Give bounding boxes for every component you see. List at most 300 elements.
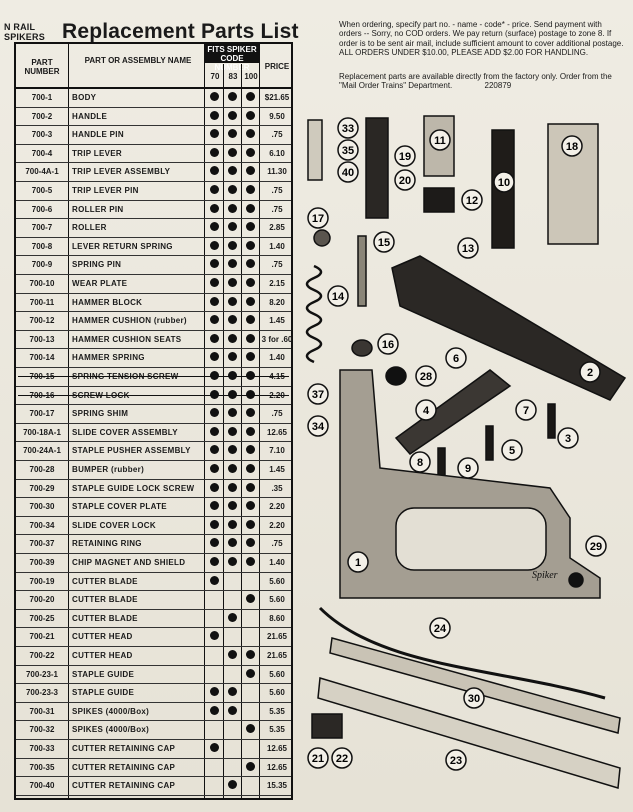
fits-code-dot: [246, 520, 255, 529]
part-name-cell: TRIP LEVER: [72, 148, 122, 158]
price-cell: $21.65: [264, 93, 290, 102]
fits-code-dot: [228, 111, 237, 120]
price-cell: 11.30: [267, 167, 287, 177]
part-name-cell: SPRING TENSION SCREW: [72, 372, 179, 381]
table-row: [16, 441, 291, 461]
fits-code-dot: [246, 278, 255, 287]
ordering-instructions: When ordering, specify part no. - name - code* - price. Send payment with orders -- Sorry, no COD orders. We pay return (surface) postage to zone 8. If order is to be sent air mail, include sufficient amount to cover additional postage. ALL ORDERS UNDER $10.00, PLEASE ADD $2.00 FOR HANDLING.: [339, 20, 624, 57]
cutter-retaining-cap-part: [312, 714, 342, 738]
lock-screw-part: [569, 573, 583, 587]
part-name-cell: TRIP LEVER PIN: [72, 186, 139, 195]
table-row: [16, 218, 291, 238]
spring-shim-part: [314, 230, 330, 246]
fits-code-dot: [228, 297, 237, 306]
col-header-part-number: PART NUMBER: [24, 58, 60, 76]
fits-code-dot: [210, 204, 219, 213]
part-number-cell: 700-16: [29, 390, 55, 400]
part-name-cell: CUTTER RETAINING CAP: [72, 781, 176, 791]
fits-code-dot: [210, 278, 219, 287]
fits-code-dot: [210, 259, 219, 268]
callout-number: 34: [311, 421, 325, 433]
price-cell: 5.60: [269, 576, 285, 586]
fits-code-dot: [228, 315, 237, 324]
fits-code-dot: [246, 501, 255, 510]
fits-code-dot: [210, 538, 219, 547]
callout-number: 4: [422, 405, 430, 417]
part-number-cell: 700-29: [29, 483, 55, 493]
part-number-cell: 700-22: [29, 651, 55, 660]
callout-number: 28: [419, 371, 433, 383]
table-row: [16, 720, 291, 740]
fits-code-dot: [210, 241, 219, 250]
callout-number: 23: [449, 755, 463, 767]
part-number-cell: 700-5: [31, 186, 53, 195]
part-number-cell: 700-20: [29, 595, 55, 605]
callout-number: 14: [331, 291, 345, 303]
callout-number: 20: [398, 175, 412, 187]
fits-code-dot: [228, 464, 237, 473]
part-name-cell: BUMPER (rubber): [72, 465, 145, 474]
col-header-code-100: 100: [244, 72, 258, 81]
hammer-block-part: [424, 188, 454, 212]
fits-code-dot: [228, 278, 237, 287]
callout-number: 10: [497, 177, 511, 189]
fits-code-dot: [246, 166, 255, 175]
table-row: [16, 293, 291, 313]
part-number-cell: 700-12: [29, 316, 55, 326]
part-name-cell: STAPLE GUIDE: [72, 688, 135, 698]
fits-code-dot: [210, 445, 219, 454]
callout-number: 16: [381, 339, 395, 351]
fits-code-dot: [210, 297, 219, 306]
price-cell: 9.50: [269, 111, 285, 121]
table-row: [16, 367, 291, 387]
fits-code-dot: [228, 445, 237, 454]
pin-part: [486, 426, 493, 460]
fits-code-dot: [246, 297, 255, 306]
part-number-cell: 700-25: [29, 613, 55, 623]
col-header-fits: FITS SPIKER CODE NUMBER: [204, 43, 260, 63]
fits-code-dot: [246, 538, 255, 547]
table-row: [16, 311, 291, 331]
table-row: [16, 739, 291, 759]
part-name-cell: TRIP LEVER ASSEMBLY: [72, 167, 171, 177]
fits-code-dot: [228, 166, 237, 175]
fits-code-dot: [210, 520, 219, 529]
price-cell: 2.15: [269, 279, 285, 288]
fits-code-dot: [210, 706, 219, 715]
table-row: [16, 758, 291, 778]
fits-code-dot: [210, 129, 219, 138]
fits-code-dot: [210, 501, 219, 510]
part-name-cell: ROLLER: [72, 223, 107, 233]
fits-code-dot: [210, 427, 219, 436]
fits-code-dot: [228, 259, 237, 268]
fits-code-dot: [246, 483, 255, 492]
table-row: [16, 497, 291, 517]
table-header: [16, 44, 291, 89]
part-number-cell: 700-39: [29, 558, 55, 567]
fits-code-dot: [210, 166, 219, 175]
fits-code-dot: [210, 464, 219, 473]
part-name-cell: HANDLE PIN: [72, 130, 124, 140]
table-row: [16, 609, 291, 629]
table-row: [16, 553, 291, 573]
fits-code-dot: [246, 650, 255, 659]
part-number-cell: 700-33: [29, 744, 55, 753]
price-cell: 12.65: [266, 762, 288, 772]
part-name-cell: LEVER RETURN SPRING: [72, 241, 173, 251]
callout-number: 6: [452, 353, 460, 365]
fits-code-dot: [246, 557, 255, 566]
fits-code-dot: [228, 92, 237, 101]
body-handle-opening: [396, 508, 546, 570]
fits-code-dot: [210, 483, 219, 492]
col-header-part-name: PART OR ASSEMBLY NAME: [84, 56, 192, 65]
fits-code-dot: [246, 241, 255, 250]
price-cell: 12.65: [266, 427, 288, 437]
staple-cover-plate-part: [330, 638, 620, 733]
price-cell: .75: [271, 130, 283, 140]
fits-code-dot: [210, 743, 219, 752]
part-number-cell: 700-28: [29, 465, 55, 474]
fits-code-dot: [228, 501, 237, 510]
table-row: [16, 200, 291, 220]
price-cell: .75: [271, 409, 283, 419]
table-row: [16, 162, 291, 182]
price-cell: 6.10: [269, 148, 285, 158]
table-row: [16, 776, 291, 796]
table-row: [16, 479, 291, 499]
tension-screw-part: [358, 236, 366, 306]
part-number-cell: 700-10: [29, 279, 55, 288]
part-number-cell: 700-2: [31, 111, 53, 121]
fits-code-dot: [228, 780, 237, 789]
part-name-cell: HAMMER BLOCK: [72, 297, 143, 307]
part-number-cell: 700-14: [29, 353, 55, 363]
table-row: [16, 88, 291, 108]
price-cell: 5.60: [269, 595, 285, 605]
part-name-cell: STAPLE PUSHER ASSEMBLY: [72, 446, 191, 456]
callout-number: 12: [465, 195, 479, 207]
col-header-code-70: 70: [210, 72, 220, 81]
cutter-blade-part: [308, 120, 322, 180]
fits-code-dot: [246, 427, 255, 436]
table-row: [16, 274, 291, 294]
part-name-cell: CUTTER HEAD: [72, 651, 133, 660]
fits-code-dot: [246, 259, 255, 268]
part-number-cell: 700-9: [31, 260, 53, 270]
fits-code-dot: [228, 222, 237, 231]
pin-part: [548, 404, 555, 438]
fits-code-dot: [210, 408, 219, 417]
fits-code-dot: [246, 92, 255, 101]
price-cell: 21.65: [266, 632, 288, 642]
table-row: [16, 534, 291, 554]
fits-code-dot: [246, 148, 255, 157]
part-number-cell: 700-23-1: [25, 669, 59, 679]
table-row: [16, 572, 291, 592]
part-name-cell: SLIDE COVER LOCK: [72, 520, 156, 530]
part-name-cell: ROLLER PIN: [72, 204, 124, 214]
fits-code-dot: [210, 557, 219, 566]
part-name-cell: HAMMER CUSHION (rubber): [72, 316, 187, 326]
fits-code-dot: [210, 576, 219, 585]
part-name-cell: HANDLE: [72, 111, 108, 121]
callout-number: 2: [586, 367, 594, 379]
part-name-cell: STAPLE GUIDE LOCK SCREW: [72, 483, 195, 493]
fits-code-dot: [210, 687, 219, 696]
fits-code-dot: [228, 129, 237, 138]
part-number-cell: 700-21: [29, 632, 55, 642]
part-name-cell: STAPLE COVER PLATE: [72, 502, 167, 512]
fits-code-dot: [246, 724, 255, 733]
part-name-cell: RETAINING RING: [72, 539, 142, 549]
table-row: [16, 646, 291, 666]
part-number-cell: 700-3: [31, 130, 53, 140]
brand-line-1: N RAIL: [4, 22, 36, 32]
table-row: [16, 237, 291, 257]
table-row: [16, 423, 291, 443]
table-row: [16, 590, 291, 610]
tool-brand-text: Spiker: [532, 570, 558, 581]
fits-code-dot: [210, 111, 219, 120]
fits-code-dot: [228, 241, 237, 250]
fits-code-dot: [228, 334, 237, 343]
fits-code-dot: [246, 352, 255, 361]
part-name-cell: CUTTER HEAD: [72, 632, 133, 642]
part-name-cell: SPIKES (4000/Box): [72, 725, 150, 735]
callout-number: 22: [335, 753, 349, 765]
callout-number: 3: [564, 433, 572, 445]
parts-table: [14, 42, 293, 800]
callout-number: 21: [311, 753, 325, 765]
col-header-code-83: 83: [228, 72, 238, 81]
part-number-cell: 700-15: [29, 372, 55, 381]
fits-code-dot: [228, 538, 237, 547]
price-cell: 4.15: [269, 372, 285, 381]
table-row: [16, 144, 291, 164]
fits-code-dot: [228, 706, 237, 715]
price-cell: 1.45: [269, 465, 285, 474]
catalog-code: 220879: [484, 81, 512, 91]
part-number-cell: 700-35: [29, 762, 55, 772]
table-row: [16, 255, 291, 275]
fits-code-dot: [246, 204, 255, 213]
callout-number: 35: [341, 145, 355, 157]
part-number-cell: 700-4: [31, 148, 53, 158]
fits-code-dot: [228, 204, 237, 213]
price-cell: 15.35: [266, 781, 288, 791]
fits-code-dot: [228, 427, 237, 436]
part-number-cell: 700-17: [29, 409, 55, 419]
callout-number: 5: [508, 445, 516, 457]
part-name-cell: CHIP MAGNET AND SHIELD: [72, 558, 186, 567]
pin-part: [438, 448, 445, 478]
price-cell: 1.45: [269, 316, 285, 326]
part-number-cell: 700-18A-1: [23, 427, 61, 437]
part-name-cell: SLIDE COVER ASSEMBLY: [72, 427, 178, 437]
part-name-cell: WEAR PLATE: [72, 279, 128, 288]
strikethrough-line: [18, 395, 289, 396]
fits-code-dot: [246, 669, 255, 678]
callout-number: 37: [311, 389, 325, 401]
callout-number: 19: [398, 151, 412, 163]
col-header-price: PRICE: [264, 62, 290, 71]
part-name-cell: SPIKES (4000/Box): [72, 706, 150, 716]
callout-number: 17: [311, 213, 325, 225]
part-number-cell: 700-13: [29, 334, 55, 344]
part-name-cell: SPRING PIN: [72, 260, 122, 270]
price-cell: 12.65: [266, 744, 288, 753]
table-row: [16, 348, 291, 368]
fits-code-dot: [210, 315, 219, 324]
fits-code-dot: [210, 148, 219, 157]
part-name-cell: CUTTER BLADE: [72, 613, 138, 623]
fits-code-dot: [246, 445, 255, 454]
fits-code-dot: [246, 222, 255, 231]
price-cell: 8.60: [269, 613, 285, 623]
price-cell: 21.65: [266, 651, 288, 660]
part-number-cell: 700-40: [29, 781, 55, 791]
part-number-cell: 700-37: [29, 539, 55, 549]
fits-code-dot: [246, 185, 255, 194]
exploded-parts-diagram: [300, 108, 633, 812]
fits-code-dot: [210, 92, 219, 101]
cutter-blade-part: [366, 118, 388, 218]
callout-number: 11: [434, 135, 446, 147]
fits-code-dot: [228, 483, 237, 492]
screw-lock-part: [352, 340, 372, 356]
callout-number: 40: [341, 167, 355, 179]
fits-code-dot: [246, 762, 255, 771]
bumper-part: [386, 367, 406, 385]
fits-code-dot: [246, 315, 255, 324]
brand-line-2: SPIKERS: [4, 32, 45, 42]
price-cell: .75: [271, 186, 283, 195]
fits-code-dot: [246, 594, 255, 603]
callout-number: 15: [377, 237, 391, 249]
price-cell: 7.10: [269, 446, 285, 456]
fits-code-dot: [246, 334, 255, 343]
fits-code-dot: [228, 613, 237, 622]
table-row: [16, 627, 291, 647]
callout-number: 29: [589, 541, 603, 553]
callout-number: 1: [354, 557, 362, 569]
part-number-cell: 700-4A-1: [25, 167, 59, 177]
fits-code-dot: [210, 334, 219, 343]
part-number-cell: 700-34: [29, 520, 55, 530]
part-name-cell: SCREW LOCK: [72, 390, 130, 400]
hammer-spring-part: [307, 266, 321, 362]
table-row: [16, 702, 291, 722]
part-name-cell: BODY: [72, 93, 97, 102]
part-number-cell: 700-8: [31, 241, 53, 251]
fits-code-dot: [228, 687, 237, 696]
fits-code-dot: [228, 557, 237, 566]
fits-code-dot: [228, 408, 237, 417]
part-number-cell: 700-19: [29, 576, 55, 586]
part-name-cell: CUTTER RETAINING CAP: [72, 762, 176, 772]
callout-number: 8: [416, 457, 424, 469]
fits-code-dot: [228, 148, 237, 157]
fits-code-dot: [210, 185, 219, 194]
fits-code-dot: [228, 650, 237, 659]
price-cell: 5.60: [269, 688, 285, 698]
factory-note-text: Replacement parts are available directly from the factory only. Order from the "Mail Order Trains" Department.: [339, 72, 612, 91]
fits-code-dot: [246, 408, 255, 417]
price-cell: .75: [271, 539, 283, 549]
part-name-cell: HAMMER SPRING: [72, 353, 145, 363]
part-name-cell: HAMMER CUSHION SEATS: [72, 334, 182, 344]
price-cell: 3 for .60: [261, 334, 293, 344]
part-number-cell: 700-31: [29, 706, 55, 716]
part-name-cell: CUTTER BLADE: [72, 576, 138, 586]
part-number-cell: 700-32: [29, 725, 55, 735]
table-row: [16, 107, 291, 127]
part-number-cell: 700-7: [31, 223, 53, 233]
fits-code-dot: [228, 520, 237, 529]
page-title: Replacement Parts List: [62, 20, 299, 43]
price-cell: 1.40: [269, 558, 285, 567]
price-cell: 2.20: [269, 390, 285, 400]
price-cell: 2.85: [269, 223, 285, 233]
table-row: [16, 330, 291, 350]
price-cell: 5.60: [269, 669, 285, 679]
callout-number: 18: [565, 141, 579, 153]
brand-label: [4, 22, 45, 42]
callout-number: 33: [341, 123, 355, 135]
table-row: [16, 516, 291, 536]
table-row: [16, 386, 291, 406]
fits-code-dot: [246, 464, 255, 473]
table-row: [16, 460, 291, 480]
part-number-cell: 700-24A-1: [23, 446, 61, 456]
part-name-cell: SPRING SHIM: [72, 409, 129, 419]
part-name-cell: STAPLE GUIDE: [72, 669, 135, 679]
price-cell: 5.35: [269, 725, 285, 735]
price-cell: 1.40: [269, 353, 285, 363]
callout-number: 9: [464, 463, 472, 475]
table-row: [16, 181, 291, 201]
part-number-cell: 700-6: [31, 204, 53, 214]
price-cell: 8.20: [269, 297, 285, 307]
fits-code-dot: [210, 352, 219, 361]
part-number-cell: 700-1: [31, 93, 53, 102]
table-row: [16, 665, 291, 685]
callout-number: 24: [433, 623, 447, 635]
strikethrough-line: [18, 376, 289, 377]
price-cell: 1.40: [269, 241, 285, 251]
table-row: [16, 683, 291, 703]
part-number-cell: 700-11: [29, 297, 55, 307]
callout-number: 7: [522, 405, 530, 417]
fits-code-dot: [210, 631, 219, 640]
callout-number: 13: [461, 243, 475, 255]
price-cell: .75: [271, 260, 283, 270]
price-cell: .75: [271, 204, 283, 214]
fits-code-dot: [246, 111, 255, 120]
part-number-cell: 700-23-3: [25, 688, 59, 698]
fits-code-dot: [228, 352, 237, 361]
part-name-cell: CUTTER BLADE: [72, 595, 138, 605]
price-cell: 2.20: [269, 520, 285, 530]
factory-note: [339, 72, 625, 91]
table-row: [16, 125, 291, 145]
price-cell: 2.20: [269, 502, 285, 512]
part-number-cell: 700-30: [29, 502, 55, 512]
price-cell: 5.35: [269, 706, 285, 716]
